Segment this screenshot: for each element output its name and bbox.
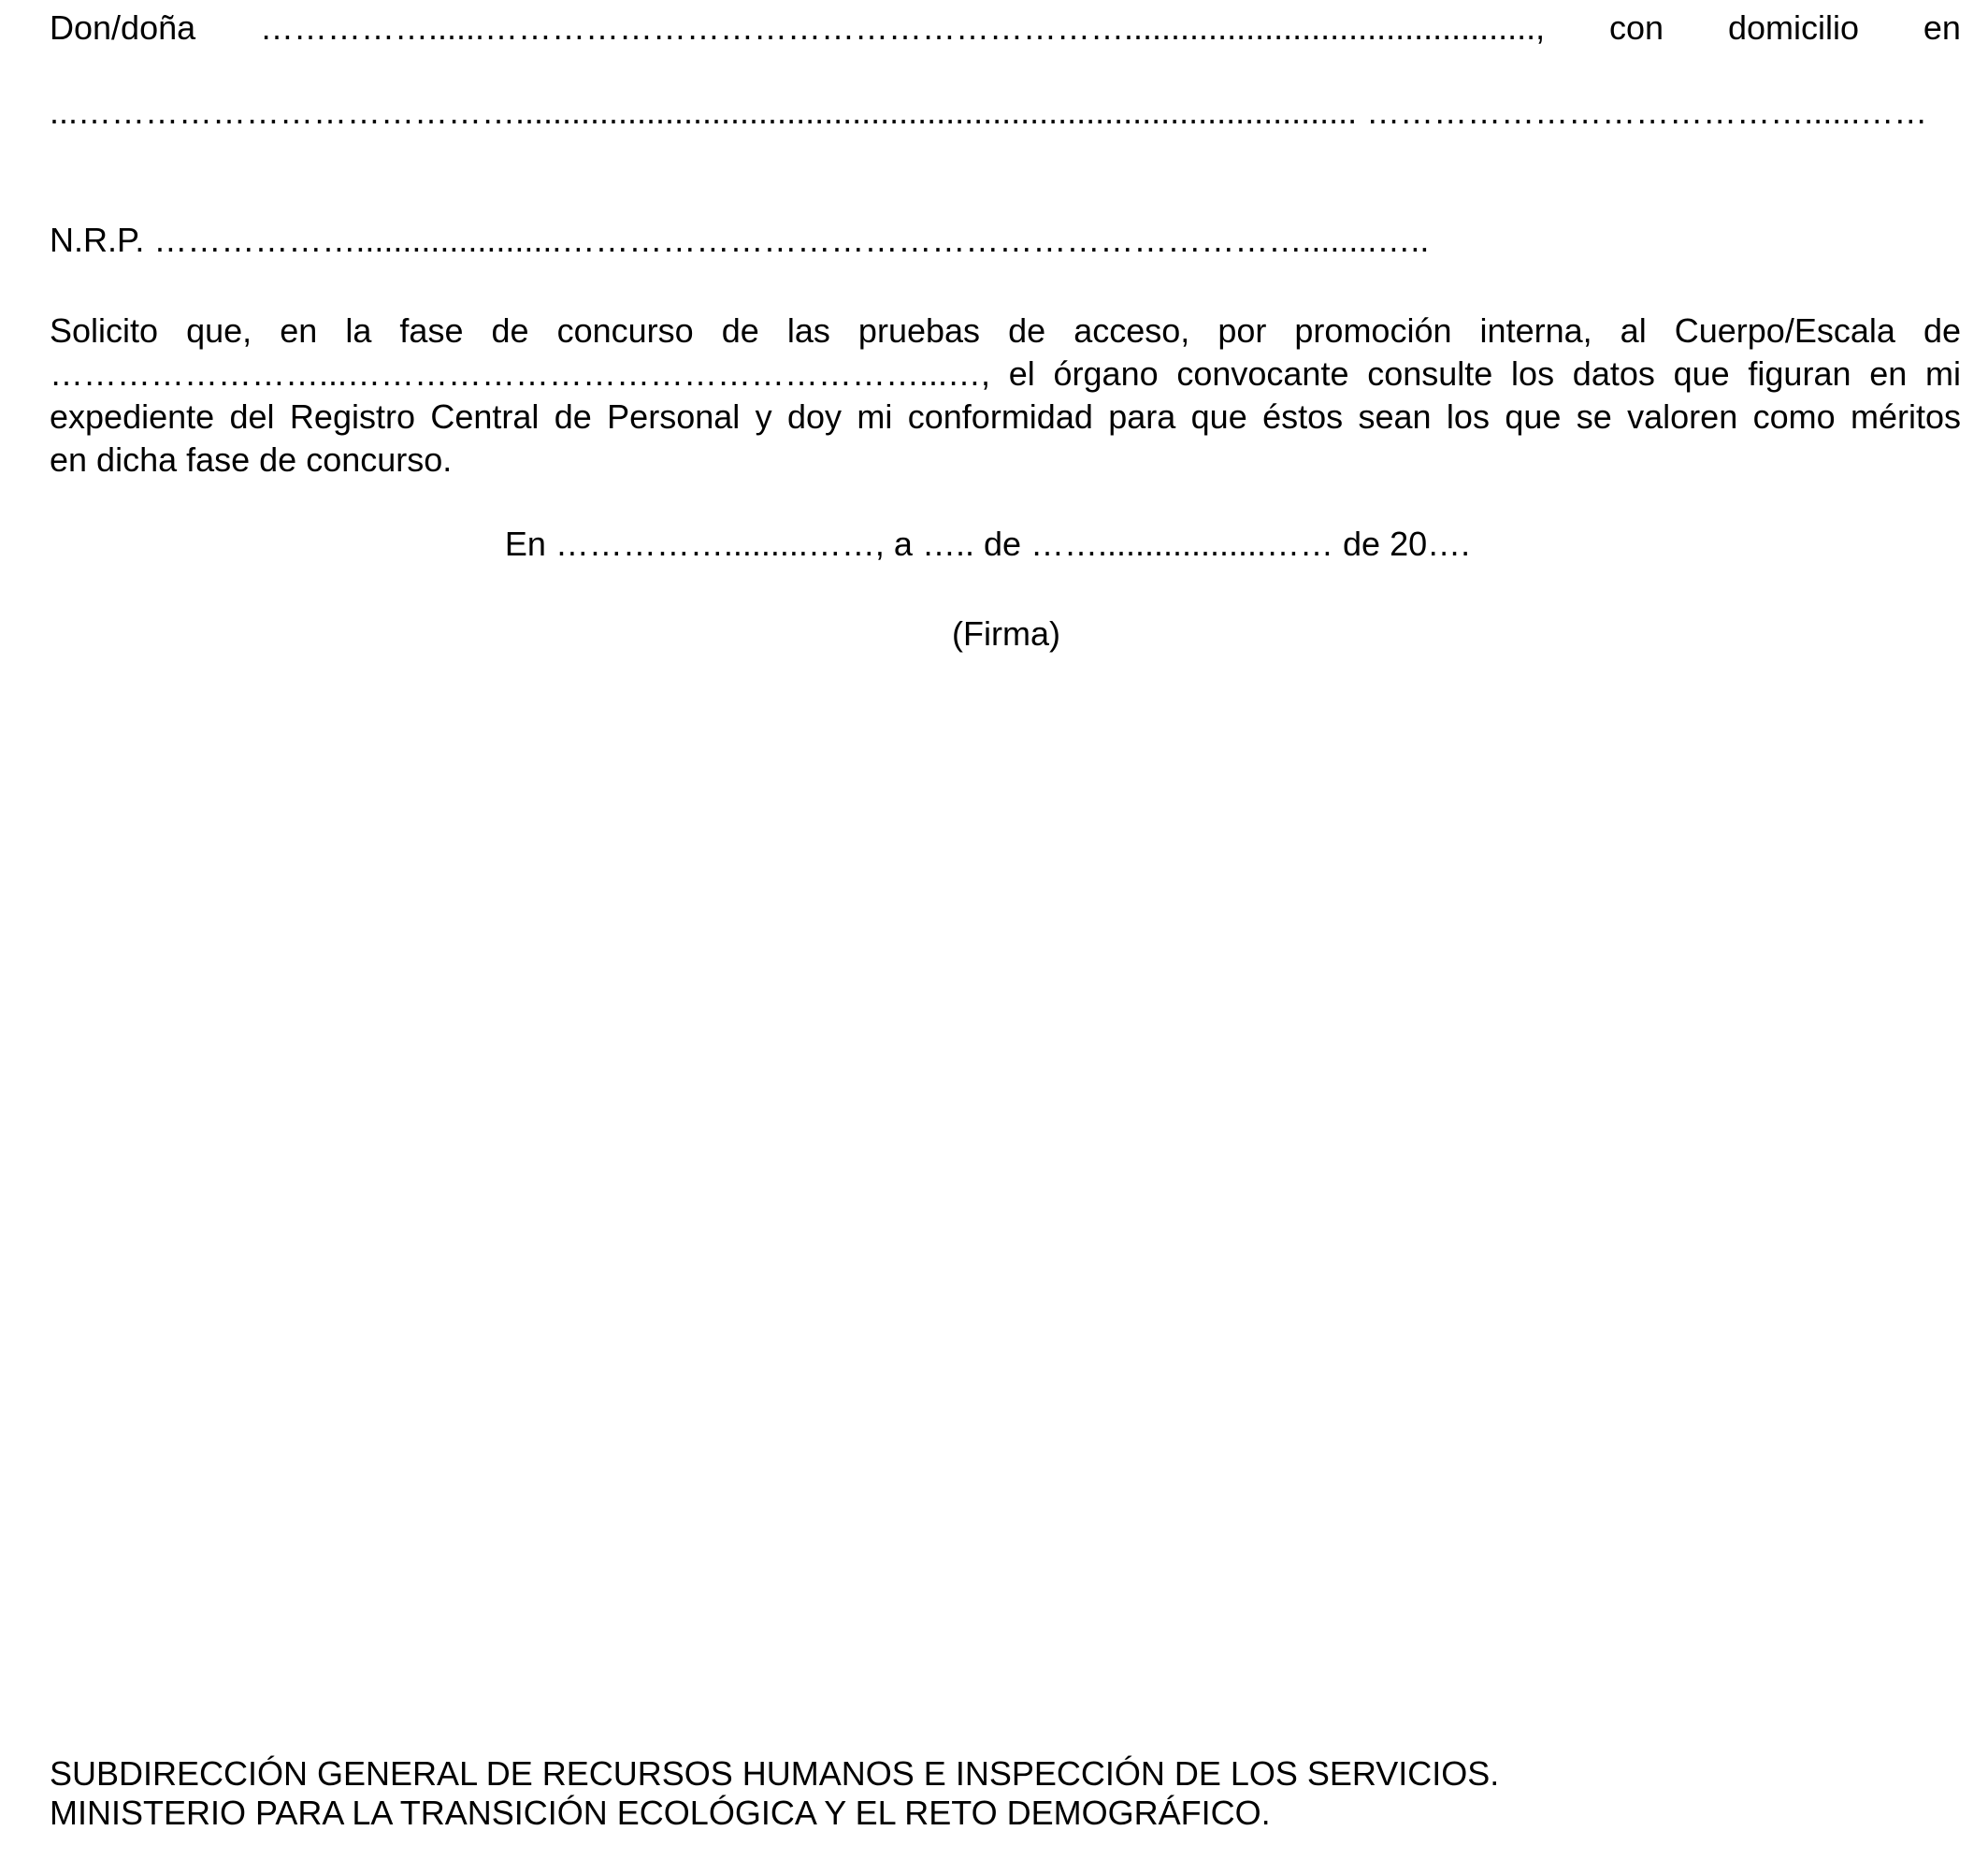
footer-ministerio: MINISTERIO PARA LA TRANSICIÓN ECOLÓGICA Y EL RETO DEMOGRÁFICO. bbox=[50, 1794, 1271, 1832]
paragraph-line: ……………………...……………………………………………...…, el órgano convocante consulte los datos que figuran en mi bbox=[50, 354, 1961, 393]
paragraph-line: Solicito que, en la fase de concurso de las pruebas de acceso, por promoción interna, al Cuerpo/Escala de bbox=[50, 311, 1961, 350]
footer-subdireccion: SUBDIRECCIÓN GENERAL DE RECURSOS HUMANOS E INSPECCIÓN DE LOS SERVICIOS. bbox=[50, 1754, 1500, 1793]
address-blank-line: ...………………………………….......................................................................................... …………………………………......…… bbox=[50, 93, 1928, 131]
don-line bbox=[50, 7, 1961, 49]
don-label: Don/doña bbox=[50, 8, 196, 47]
signature-label: (Firma) bbox=[952, 614, 1060, 653]
en-word: en bbox=[1923, 8, 1961, 47]
nrp-line: N.R.P. ………………......................…………………………………………………………........….. bbox=[50, 221, 1430, 259]
con-word: con bbox=[1609, 8, 1664, 47]
request-paragraph bbox=[50, 310, 1961, 482]
don-name-blank: ……………......…………………………………………………............................................, bbox=[260, 8, 1546, 47]
domicilio-word: domicilio bbox=[1727, 8, 1860, 47]
paragraph-line: en dicha fase de concurso. bbox=[50, 440, 453, 479]
date-line: En …………….........……, a ….. de ……..................…… de 20…. bbox=[504, 525, 1471, 563]
paragraph-line: expediente del Registro Central de Personal y doy mi conformidad para que éstos sean los que se valoren como méritos bbox=[50, 397, 1961, 436]
